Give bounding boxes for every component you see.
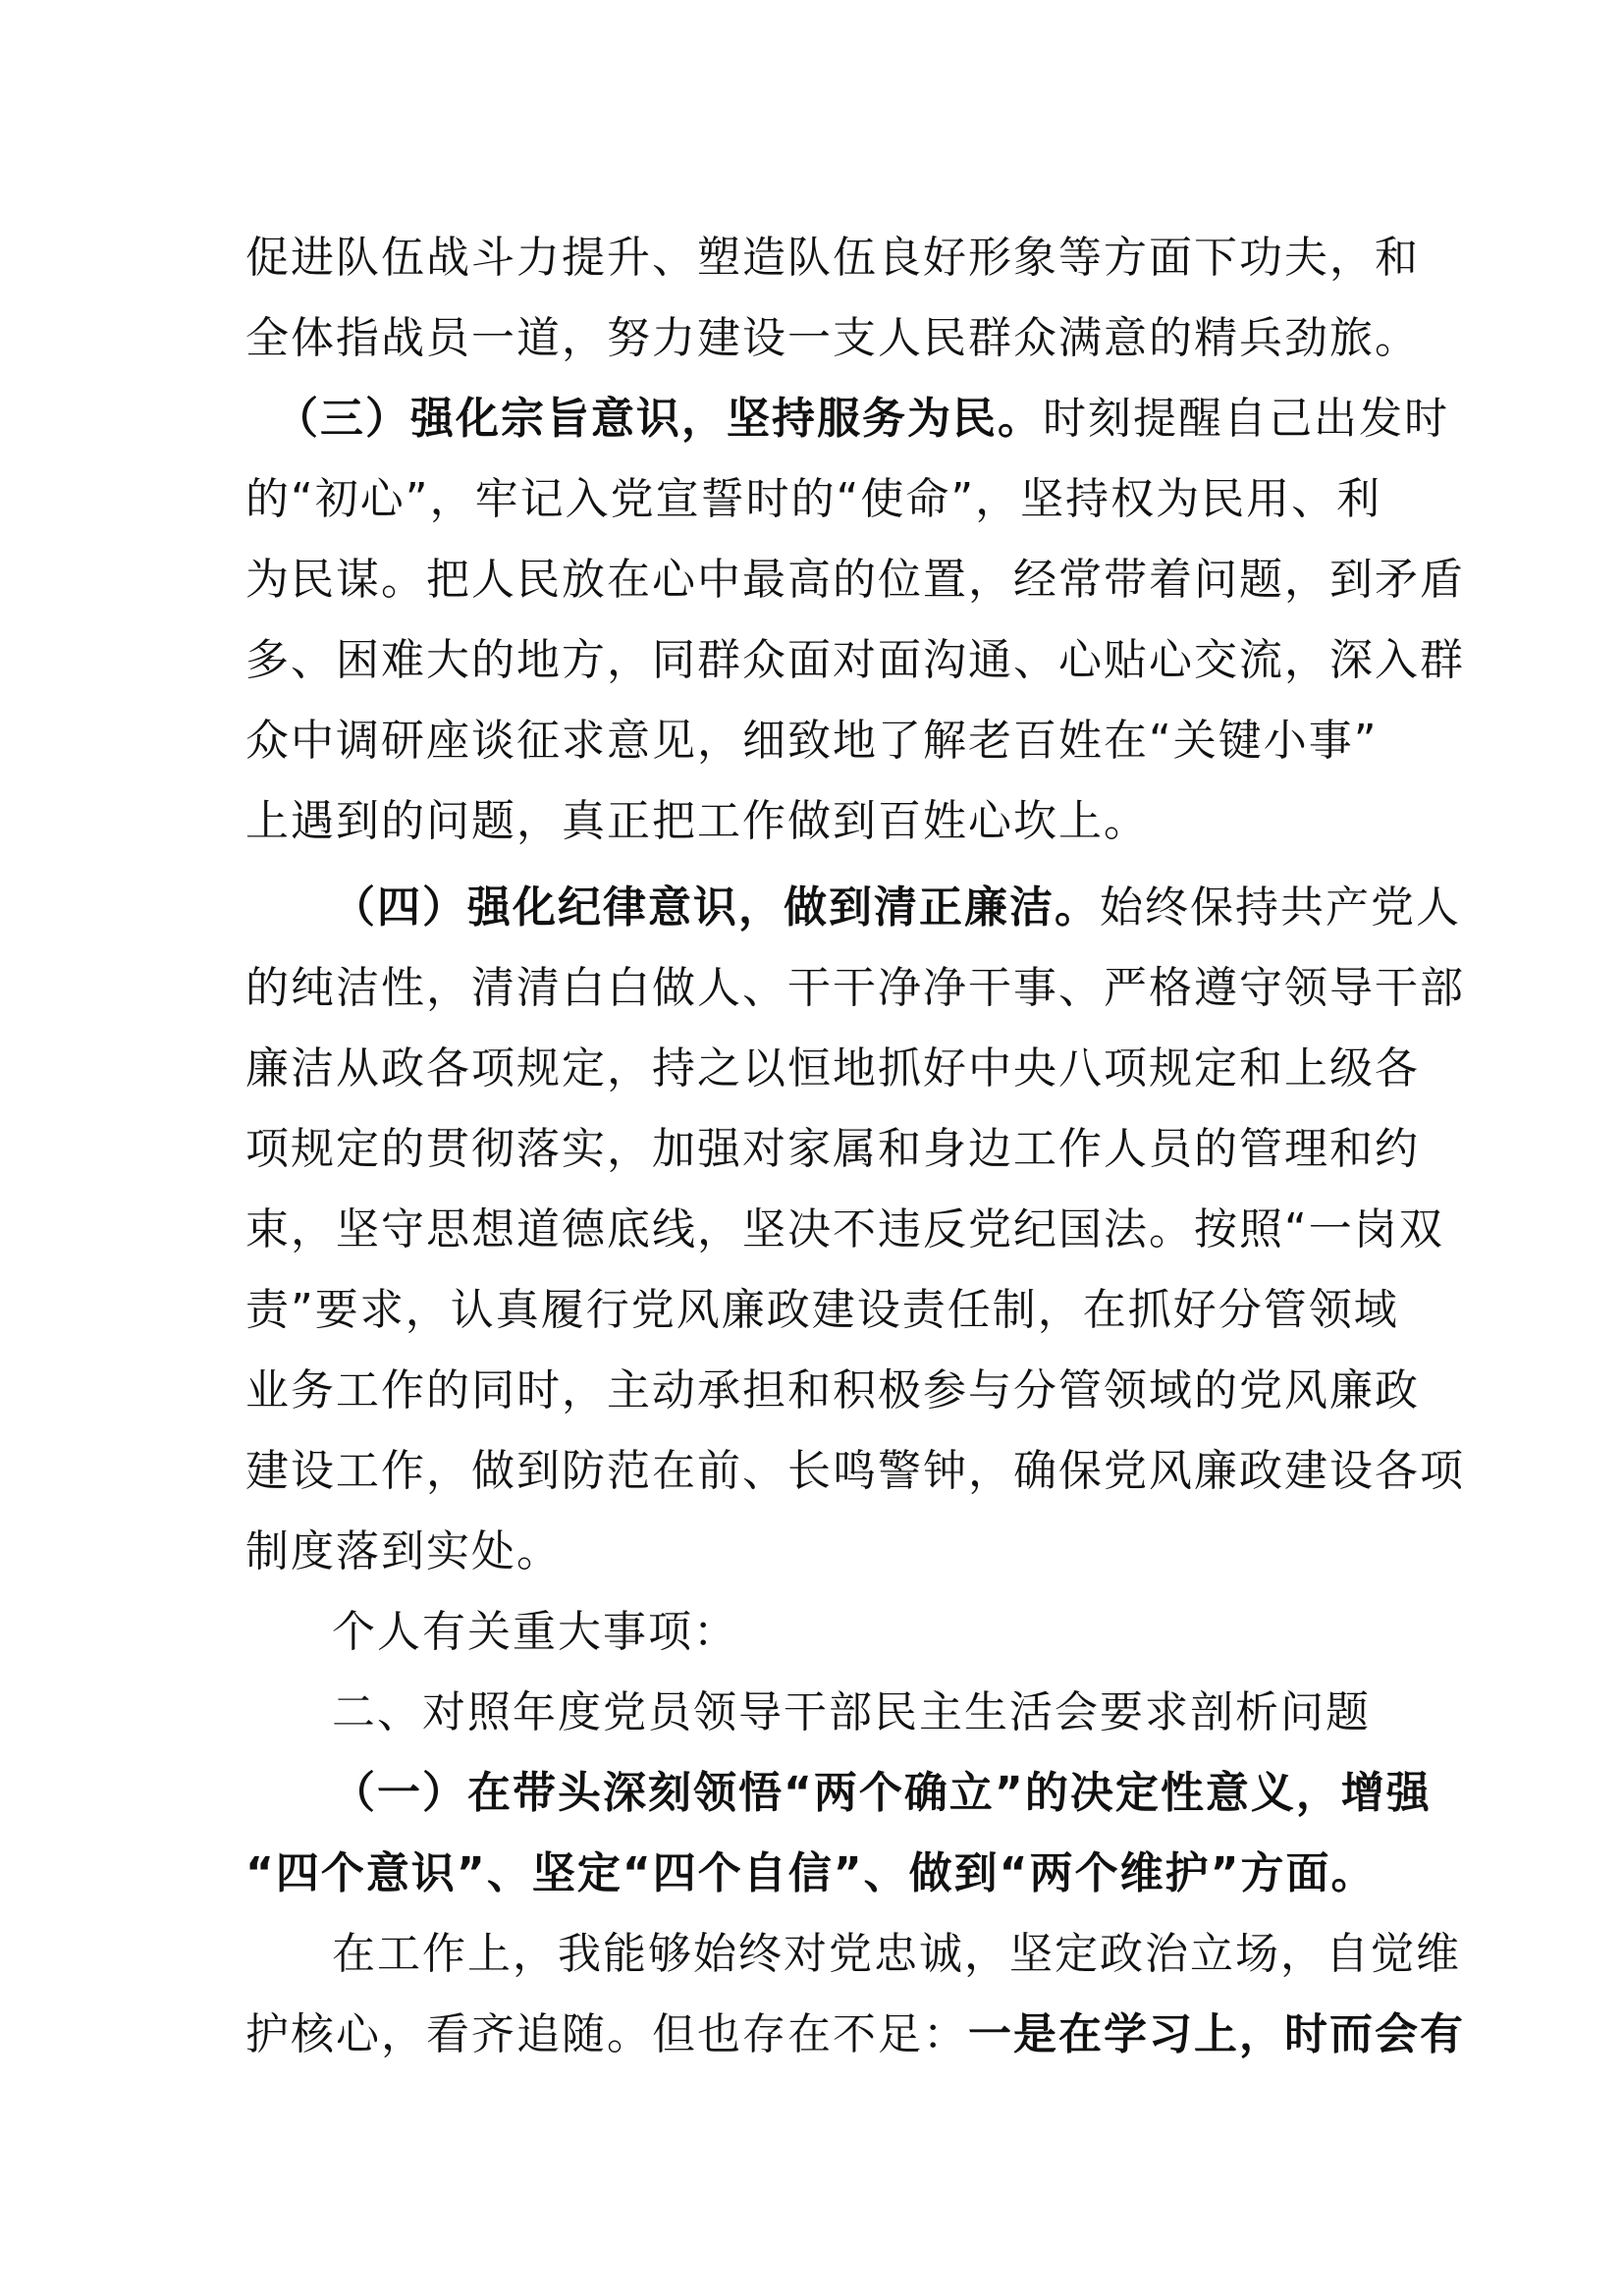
bold-text-segment: （三）强化宗旨意识，坚持服务为民。 <box>275 394 1043 444</box>
text-line <box>245 948 1465 1029</box>
bold-text-segment: （一）在带头深刻领悟“两个确立”的决定性意义，增强 <box>332 1768 1432 1818</box>
text-segment: 业务工作的同时，主动承担和积极参与分管领域的党风廉政 <box>245 1365 1420 1415</box>
text-segment: 廉洁从政各项规定，持之以恒地抓好中央八项规定和上级各 <box>245 1043 1420 1094</box>
text-segment: 众中调研座谈征求意见，细致地了解老百姓在“关键小事” <box>245 716 1379 766</box>
text-segment: 上遇到的问题，真正把工作做到百姓心坎上。 <box>245 796 1149 846</box>
text-segment: 的纯洁性，清清白白做人、干干净净干事、严格遵守领导干部 <box>245 963 1465 1013</box>
text-line <box>245 1109 1420 1190</box>
bold-text-segment: （四）强化纪律意识，做到清正廉洁。 <box>332 882 1100 933</box>
text-line <box>245 1512 1384 1592</box>
text-segment: 始终保持共产党人 <box>1100 882 1461 933</box>
text-line <box>245 1029 1420 1109</box>
bold-text-segment: 一是在学习上，时而会有 <box>968 2009 1465 2059</box>
text-line <box>245 540 1465 620</box>
text-segment: 时刻提醒自己出发时 <box>1043 394 1449 444</box>
text-segment: 为民谋。把人民放在心中最高的位置，经常带着问题，到矛盾 <box>245 555 1465 605</box>
body-text <box>245 218 1465 2075</box>
text-segment: 个人有关重大事项： <box>332 1607 738 1657</box>
text-line <box>245 701 1384 781</box>
text-line <box>245 1270 1399 1351</box>
text-line <box>245 620 1465 701</box>
text-segment: 护核心，看齐追随。但也存在不足： <box>245 2009 968 2059</box>
text-segment: 建设工作，做到防范在前、长鸣警钟，确保党风廉政建设各项 <box>245 1446 1465 1496</box>
text-line <box>245 1753 1432 1834</box>
text-segment: 多、困难大的地方，同群众面对面沟通、心贴心交流，深入群 <box>245 635 1465 685</box>
text-line <box>245 379 1449 459</box>
text-line <box>245 1995 1465 2075</box>
text-line <box>245 1190 1444 1270</box>
text-line <box>245 298 1420 379</box>
text-line <box>245 868 1461 948</box>
text-line <box>245 781 1384 862</box>
text-segment: 项规定的贯彻落实，加强对家属和身边工作人员的管理和约 <box>245 1124 1420 1174</box>
text-segment: 责”要求，认真履行党风廉政建设责任制，在抓好分管领域 <box>245 1285 1399 1335</box>
text-segment: 在工作上，我能够始终对党忠诚，坚定政治立场，自觉维 <box>332 1929 1461 1979</box>
text-segment: 制度落到实处。 <box>245 1526 562 1576</box>
text-line <box>245 1351 1420 1431</box>
text-line <box>245 459 1384 540</box>
bold-text-segment: “四个意识”、坚定“四个自信”、做到“两个维护”方面。 <box>245 1848 1377 1898</box>
text-line <box>245 218 1420 298</box>
text-segment: 全体指战员一道，努力建设一支人民群众满意的精兵劲旅。 <box>245 313 1420 363</box>
text-segment: 二、对照年度党员领导干部民主生活会要求剖析问题 <box>332 1687 1371 1737</box>
text-line <box>245 1431 1465 1512</box>
text-segment: 的“初心”，牢记入党宣誓时的“使命”，坚持权为民用、利 <box>245 474 1382 524</box>
text-segment: 束，坚守思想道德底线，坚决不违反党纪国法。按照“一岗双 <box>245 1204 1444 1255</box>
text-line <box>245 1592 1384 1673</box>
text-line <box>245 1834 1384 1914</box>
text-line <box>245 1673 1384 1753</box>
text-segment: 促进队伍战斗力提升、塑造队伍良好形象等方面下功夫，和 <box>245 233 1420 283</box>
text-line <box>245 1914 1461 1995</box>
